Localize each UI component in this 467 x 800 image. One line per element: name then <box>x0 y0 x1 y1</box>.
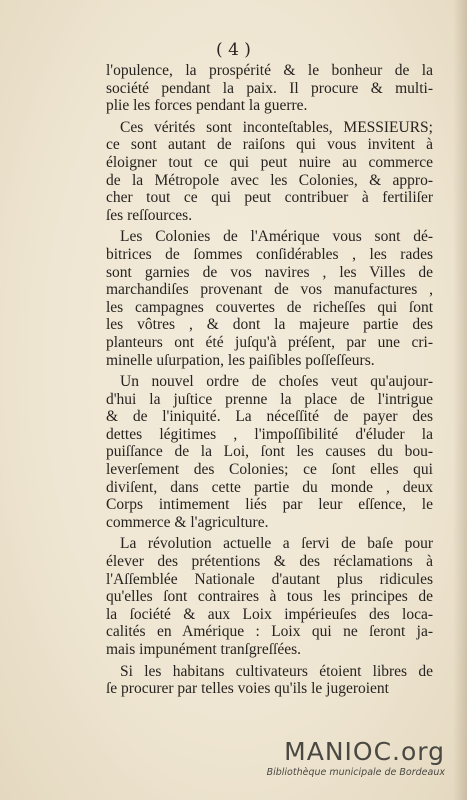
text-line: commerce & l'agriculture. <box>106 513 269 531</box>
text-line: l'Aſſemblée Nationale d'autant plus ridicules <box>106 570 433 588</box>
text-line: La révolution actuelle a ſervi de baſe pour <box>120 535 433 553</box>
text-line: la ſociété & aux Loix impérieuſes des loca- <box>106 605 433 623</box>
paragraph <box>106 119 433 225</box>
text-line: calités en Amérique : Loix qui ne ſeront ja- <box>106 623 433 641</box>
text-line: marchandiſes provenant de vos manufactures , <box>106 281 433 299</box>
text-line: dettes légitimes , l'impoſſibilité d'éluder la <box>106 425 433 443</box>
text-line: les campagnes couvertes de richeſſes qui ſont <box>106 298 433 316</box>
page-spine-shadow <box>453 0 467 800</box>
text-line: Un nouvel ordre de choſes veut qu'aujour- <box>120 373 433 391</box>
text-line: plie les forces pendant la guerre. <box>106 97 308 115</box>
watermark-logo: MANIOC.org <box>284 737 445 766</box>
text-line: société pendant la paix. Il procure & multi- <box>106 79 433 97</box>
text-line: ſes reſſources. <box>106 206 193 224</box>
body-text <box>106 62 433 698</box>
text-line: leverſement des Colonies; ce ſont elles qui <box>106 461 433 479</box>
paragraph <box>106 535 433 658</box>
watermark-subtitle: Bibliothèque municipale de Bordeaux <box>266 767 445 778</box>
text-line: bitrices de ſommes conſidérables , les rades <box>106 245 433 263</box>
text-line: puiſſance de la Loi, ſont les causes du bou- <box>106 443 433 461</box>
text-line: élever des prétentions & des réclamations à <box>106 553 433 571</box>
paragraph <box>106 373 433 531</box>
text-line: éloigner tout ce qui peut nuire au commerce <box>106 153 433 171</box>
paragraph <box>106 228 433 369</box>
text-line: sont garnies de vos navires , les Villes de <box>106 263 433 281</box>
paragraph <box>106 663 433 698</box>
text-line: les vôtres , & dont la majeure partie des <box>106 316 433 334</box>
text-line: minelle uſurpation, les paiſibles poſſeſſeurs. <box>106 351 375 369</box>
text-line: ce sont autant de raiſons qui vous invitent à <box>106 136 433 154</box>
text-line: l'opulence, la prospérité & le bonheur de la <box>106 62 433 79</box>
text-line: qu'elles ſont contraires à tous les principes de <box>106 588 433 606</box>
text-line: Corps intimement liés par leur eſſence, le <box>106 496 433 514</box>
text-line: Si les habitans cultivateurs étoient libres de <box>120 662 433 680</box>
text-line: Les Colonies de l'Amérique vous sont dé- <box>120 228 433 246</box>
paragraph <box>106 62 433 115</box>
text-line: Ces vérités sont inconteſtables, MESSIEURS; <box>120 118 433 136</box>
text-line: ſe procurer par telles voies qu'ils le jugeroient <box>106 680 389 698</box>
text-line: diviſent, dans cette partie du monde , deux <box>106 478 433 496</box>
text-line: d'hui la juſtice prenne la place de l'intrigue <box>106 390 433 408</box>
text-line: planteurs ont été juſqu'à préſent, par une cri- <box>106 333 433 351</box>
text-line: & de l'iniquité. La néceſſité de payer des <box>106 408 433 426</box>
text-line: mais impunément tranſgreſſées. <box>106 641 301 658</box>
text-line: cher tout ce qui peut contribuer à fertiliſer <box>106 189 433 207</box>
watermark <box>267 738 445 780</box>
text-line: de la Métropole avec les Colonies, & appro- <box>106 171 433 189</box>
page-number: ( 4 ) <box>216 40 251 60</box>
